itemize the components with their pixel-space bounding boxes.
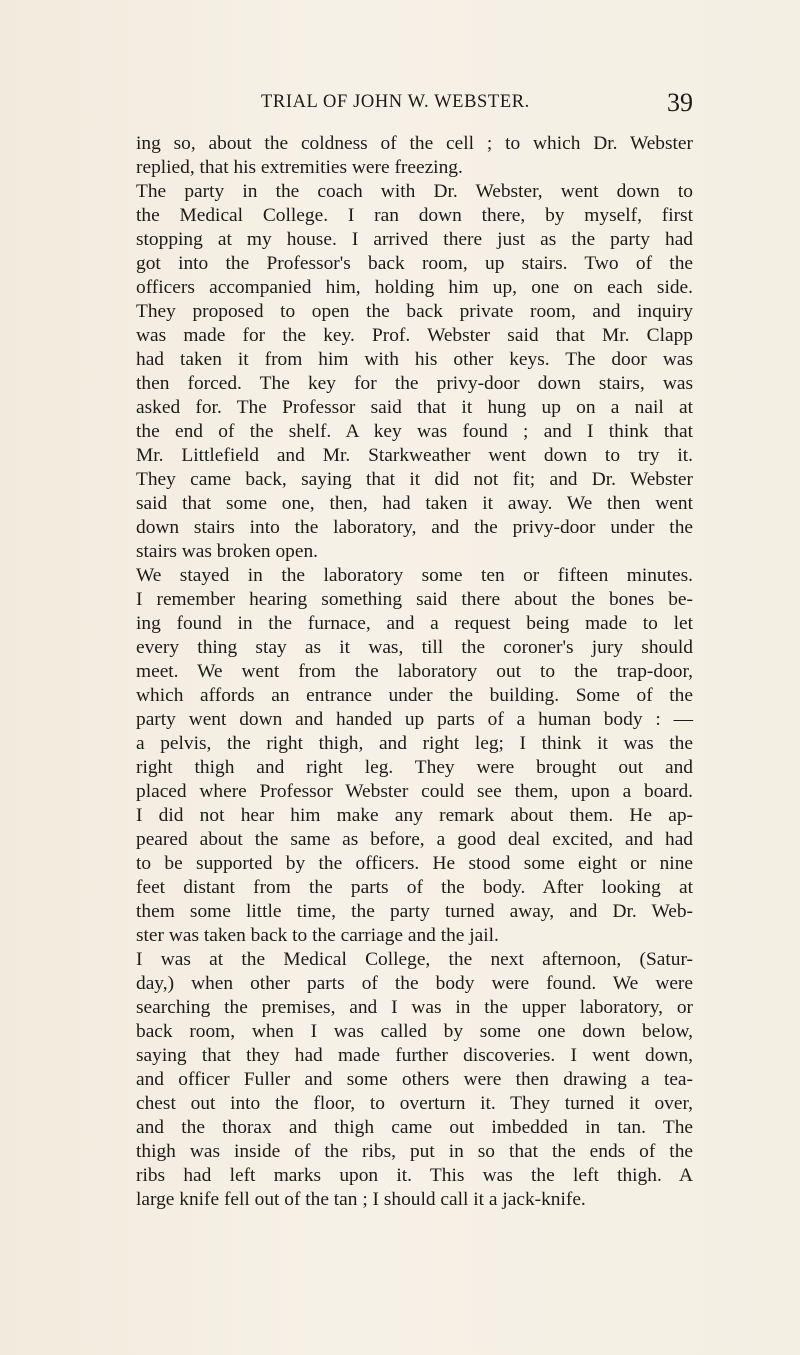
text-line: was made for the key. Prof. Webster said that Mr. Clapp <box>136 325 693 346</box>
body-text <box>136 132 693 1212</box>
text-line: which affords an entrance under the building. Some of the <box>136 685 693 706</box>
text-line: the end of the shelf. A key was found ; and I think that <box>136 421 693 442</box>
text-line: meet. We went from the laboratory out to the trap-door, <box>136 661 693 682</box>
text-line: every thing stay as it was, till the coroner's jury should <box>136 637 693 658</box>
text-line: saying that they had made further discoveries. I went down, <box>136 1045 693 1066</box>
text-line: had taken it from him with his other keys. The door was <box>136 349 693 370</box>
text-line: said that some one, then, had taken it away. We then went <box>136 493 693 514</box>
text-line: right thigh and right leg. They were brought out and <box>136 757 693 778</box>
text-line: party went down and handed up parts of a human body : — <box>136 709 693 730</box>
text-line: stairs was broken open. <box>136 541 319 562</box>
text-line: to be supported by the officers. He stood some eight or nine <box>136 853 693 874</box>
text-line: They came back, saying that it did not fit; and Dr. Webster <box>136 469 693 490</box>
text-line: the Medical College. I ran down there, by myself, first <box>136 205 693 226</box>
text-line: down stairs into the laboratory, and the privy-door under the <box>136 517 693 538</box>
text-line: thigh was inside of the ribs, put in so that the ends of the <box>136 1141 693 1162</box>
text-line: replied, that his extremities were freezing. <box>136 157 463 178</box>
text-line: then forced. The key for the privy-door down stairs, was <box>136 373 693 394</box>
text-line: them some little time, the party turned away, and Dr. Web- <box>136 901 693 922</box>
text-line: asked for. The Professor said that it hung up on a nail at <box>136 397 693 418</box>
text-line: placed where Professor Webster could see them, upon a board. <box>136 781 693 802</box>
text-line: officers accompanied him, holding him up, one on each side. <box>136 277 693 298</box>
text-line: stopping at my house. I arrived there just as the party had <box>136 229 693 250</box>
text-line: I was at the Medical College, the next afternoon, (Satur- <box>136 949 693 970</box>
text-line: ster was taken back to the carriage and the jail. <box>136 925 499 946</box>
text-line: day,) when other parts of the body were found. We were <box>136 973 693 994</box>
running-header <box>137 88 693 118</box>
text-line: large knife fell out of the tan ; I should call it a jack-knife. <box>136 1189 586 1210</box>
text-line: ing so, about the coldness of the cell ; to which Dr. Webster <box>136 133 693 154</box>
text-line: Mr. Littlefield and Mr. Starkweather went down to try it. <box>136 445 693 466</box>
text-line: I did not hear him make any remark about them. He ap- <box>136 805 693 826</box>
text-line: chest out into the floor, to overturn it. They turned it over, <box>136 1093 693 1114</box>
text-line: peared about the same as before, a good deal excited, and had <box>136 829 693 850</box>
text-line: searching the premises, and I was in the upper laboratory, or <box>136 997 693 1018</box>
text-line: back room, when I was called by some one down below, <box>136 1021 693 1042</box>
text-line: feet distant from the parts of the body. After looking at <box>136 877 693 898</box>
text-line: ing found in the furnace, and a request being made to let <box>136 613 693 634</box>
running-title: TRIAL OF JOHN W. WEBSTER. <box>261 92 530 112</box>
text-line: and officer Fuller and some others were then drawing a tea- <box>136 1069 693 1090</box>
text-line: We stayed in the laboratory some ten or fifteen minutes. <box>136 565 693 586</box>
text-line: The party in the coach with Dr. Webster, went down to <box>136 181 693 202</box>
text-line: They proposed to open the back private room, and inquiry <box>136 301 693 322</box>
text-line: a pelvis, the right thigh, and right leg; I think it was the <box>136 733 693 754</box>
page-number: 39 <box>667 88 693 117</box>
text-line: and the thorax and thigh came out imbedded in tan. The <box>136 1117 693 1138</box>
text-line: I remember hearing something said there about the bones be- <box>136 589 693 610</box>
text-line: got into the Professor's back room, up stairs. Two of the <box>136 253 693 274</box>
text-line: ribs had left marks upon it. This was the left thigh. A <box>136 1165 693 1186</box>
